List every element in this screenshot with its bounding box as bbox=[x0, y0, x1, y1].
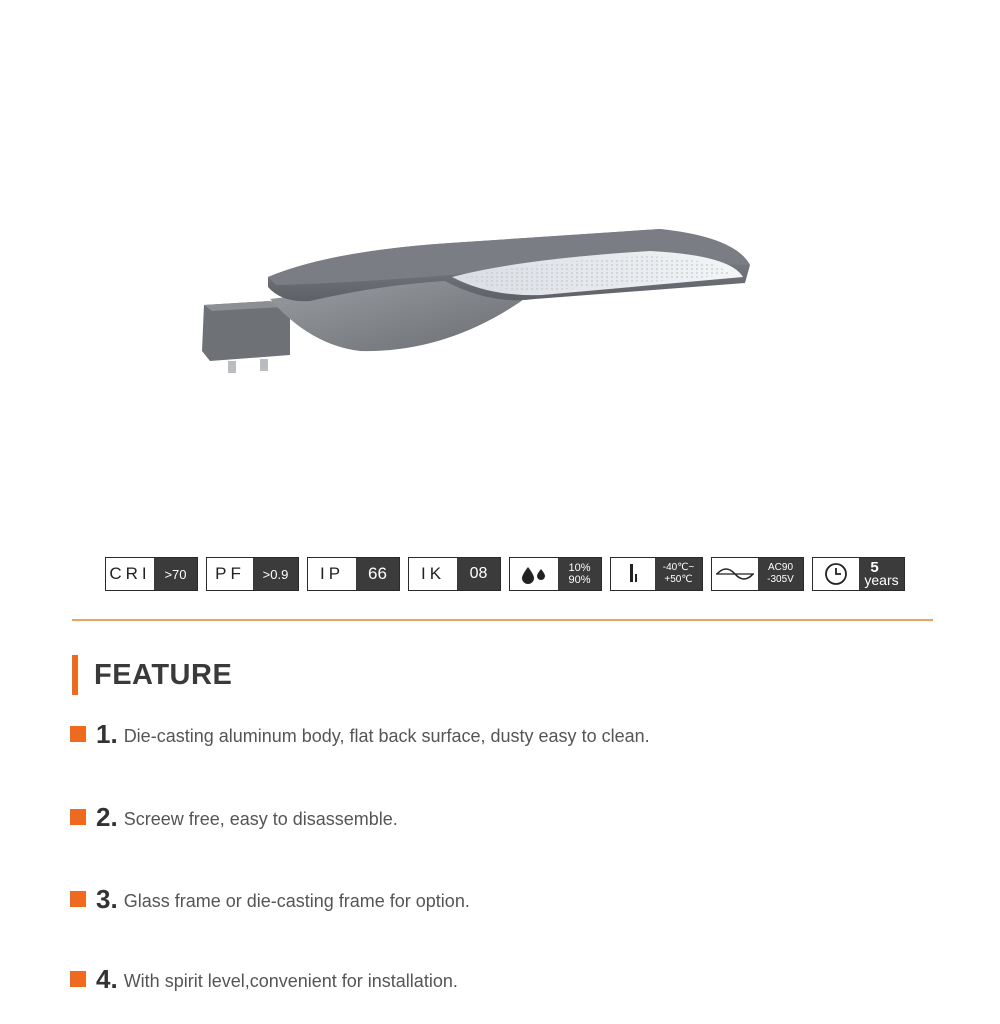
feature-item bbox=[70, 800, 398, 834]
humidity-drops-icon bbox=[519, 564, 549, 584]
feature-text: Glass frame or die-casting frame for option. bbox=[123, 890, 470, 911]
street-light-image bbox=[190, 215, 760, 385]
spec-value: >0.9 bbox=[253, 558, 298, 590]
spec-label: IP bbox=[308, 558, 356, 590]
thermometer-icon bbox=[623, 562, 643, 586]
clock-icon bbox=[824, 562, 848, 586]
feature-text: Die-casting aluminum body, flat back surface, dusty easy to clean. bbox=[123, 725, 650, 746]
voltage-max: -305V bbox=[767, 574, 794, 585]
spec-warranty-badge bbox=[812, 557, 905, 591]
feature-number: 3. bbox=[96, 883, 118, 914]
humidity-max: 90% bbox=[568, 574, 591, 586]
spec-label: CRI bbox=[106, 558, 154, 590]
bullet-square-icon bbox=[70, 809, 86, 825]
spec-value: >70 bbox=[154, 558, 197, 590]
spec-badges bbox=[105, 557, 905, 593]
spec-cri-badge bbox=[105, 557, 198, 591]
feature-title: FEATURE bbox=[94, 658, 233, 691]
bullet-square-icon bbox=[70, 891, 86, 907]
ac-wave-icon bbox=[715, 565, 755, 583]
spec-humidity-badge bbox=[509, 557, 602, 591]
bullet-square-icon bbox=[70, 726, 86, 742]
spec-value: 66 bbox=[356, 558, 399, 590]
feature-number: 4. bbox=[96, 963, 118, 994]
feature-item bbox=[70, 882, 470, 916]
warranty-number: 5 bbox=[870, 559, 879, 576]
temperature-max: +50℃ bbox=[664, 574, 693, 585]
voltage-min: AC90 bbox=[767, 562, 793, 573]
feature-text: Screew free, easy to disassemble. bbox=[123, 808, 398, 829]
spec-ip-badge bbox=[307, 557, 400, 591]
spec-value: 08 bbox=[457, 558, 500, 590]
feature-heading bbox=[72, 655, 232, 695]
section-divider bbox=[72, 619, 933, 621]
feature-text: With spirit level,convenient for installation. bbox=[123, 970, 458, 991]
spec-label: PF bbox=[207, 558, 253, 590]
feature-item bbox=[70, 962, 458, 996]
spec-voltage-badge bbox=[711, 557, 804, 591]
temperature-min: -40℃~ bbox=[662, 562, 695, 573]
spec-pf-badge bbox=[206, 557, 299, 591]
feature-number: 1. bbox=[96, 718, 118, 749]
spec-ik-badge bbox=[408, 557, 501, 591]
warranty-unit: years bbox=[864, 572, 899, 588]
spec-temperature-badge bbox=[610, 557, 703, 591]
heading-accent-bar bbox=[72, 655, 78, 695]
feature-item bbox=[70, 717, 650, 751]
humidity-min: 10% bbox=[568, 562, 591, 574]
feature-number: 2. bbox=[96, 801, 118, 832]
bullet-square-icon bbox=[70, 971, 86, 987]
spec-label: IK bbox=[409, 558, 457, 590]
